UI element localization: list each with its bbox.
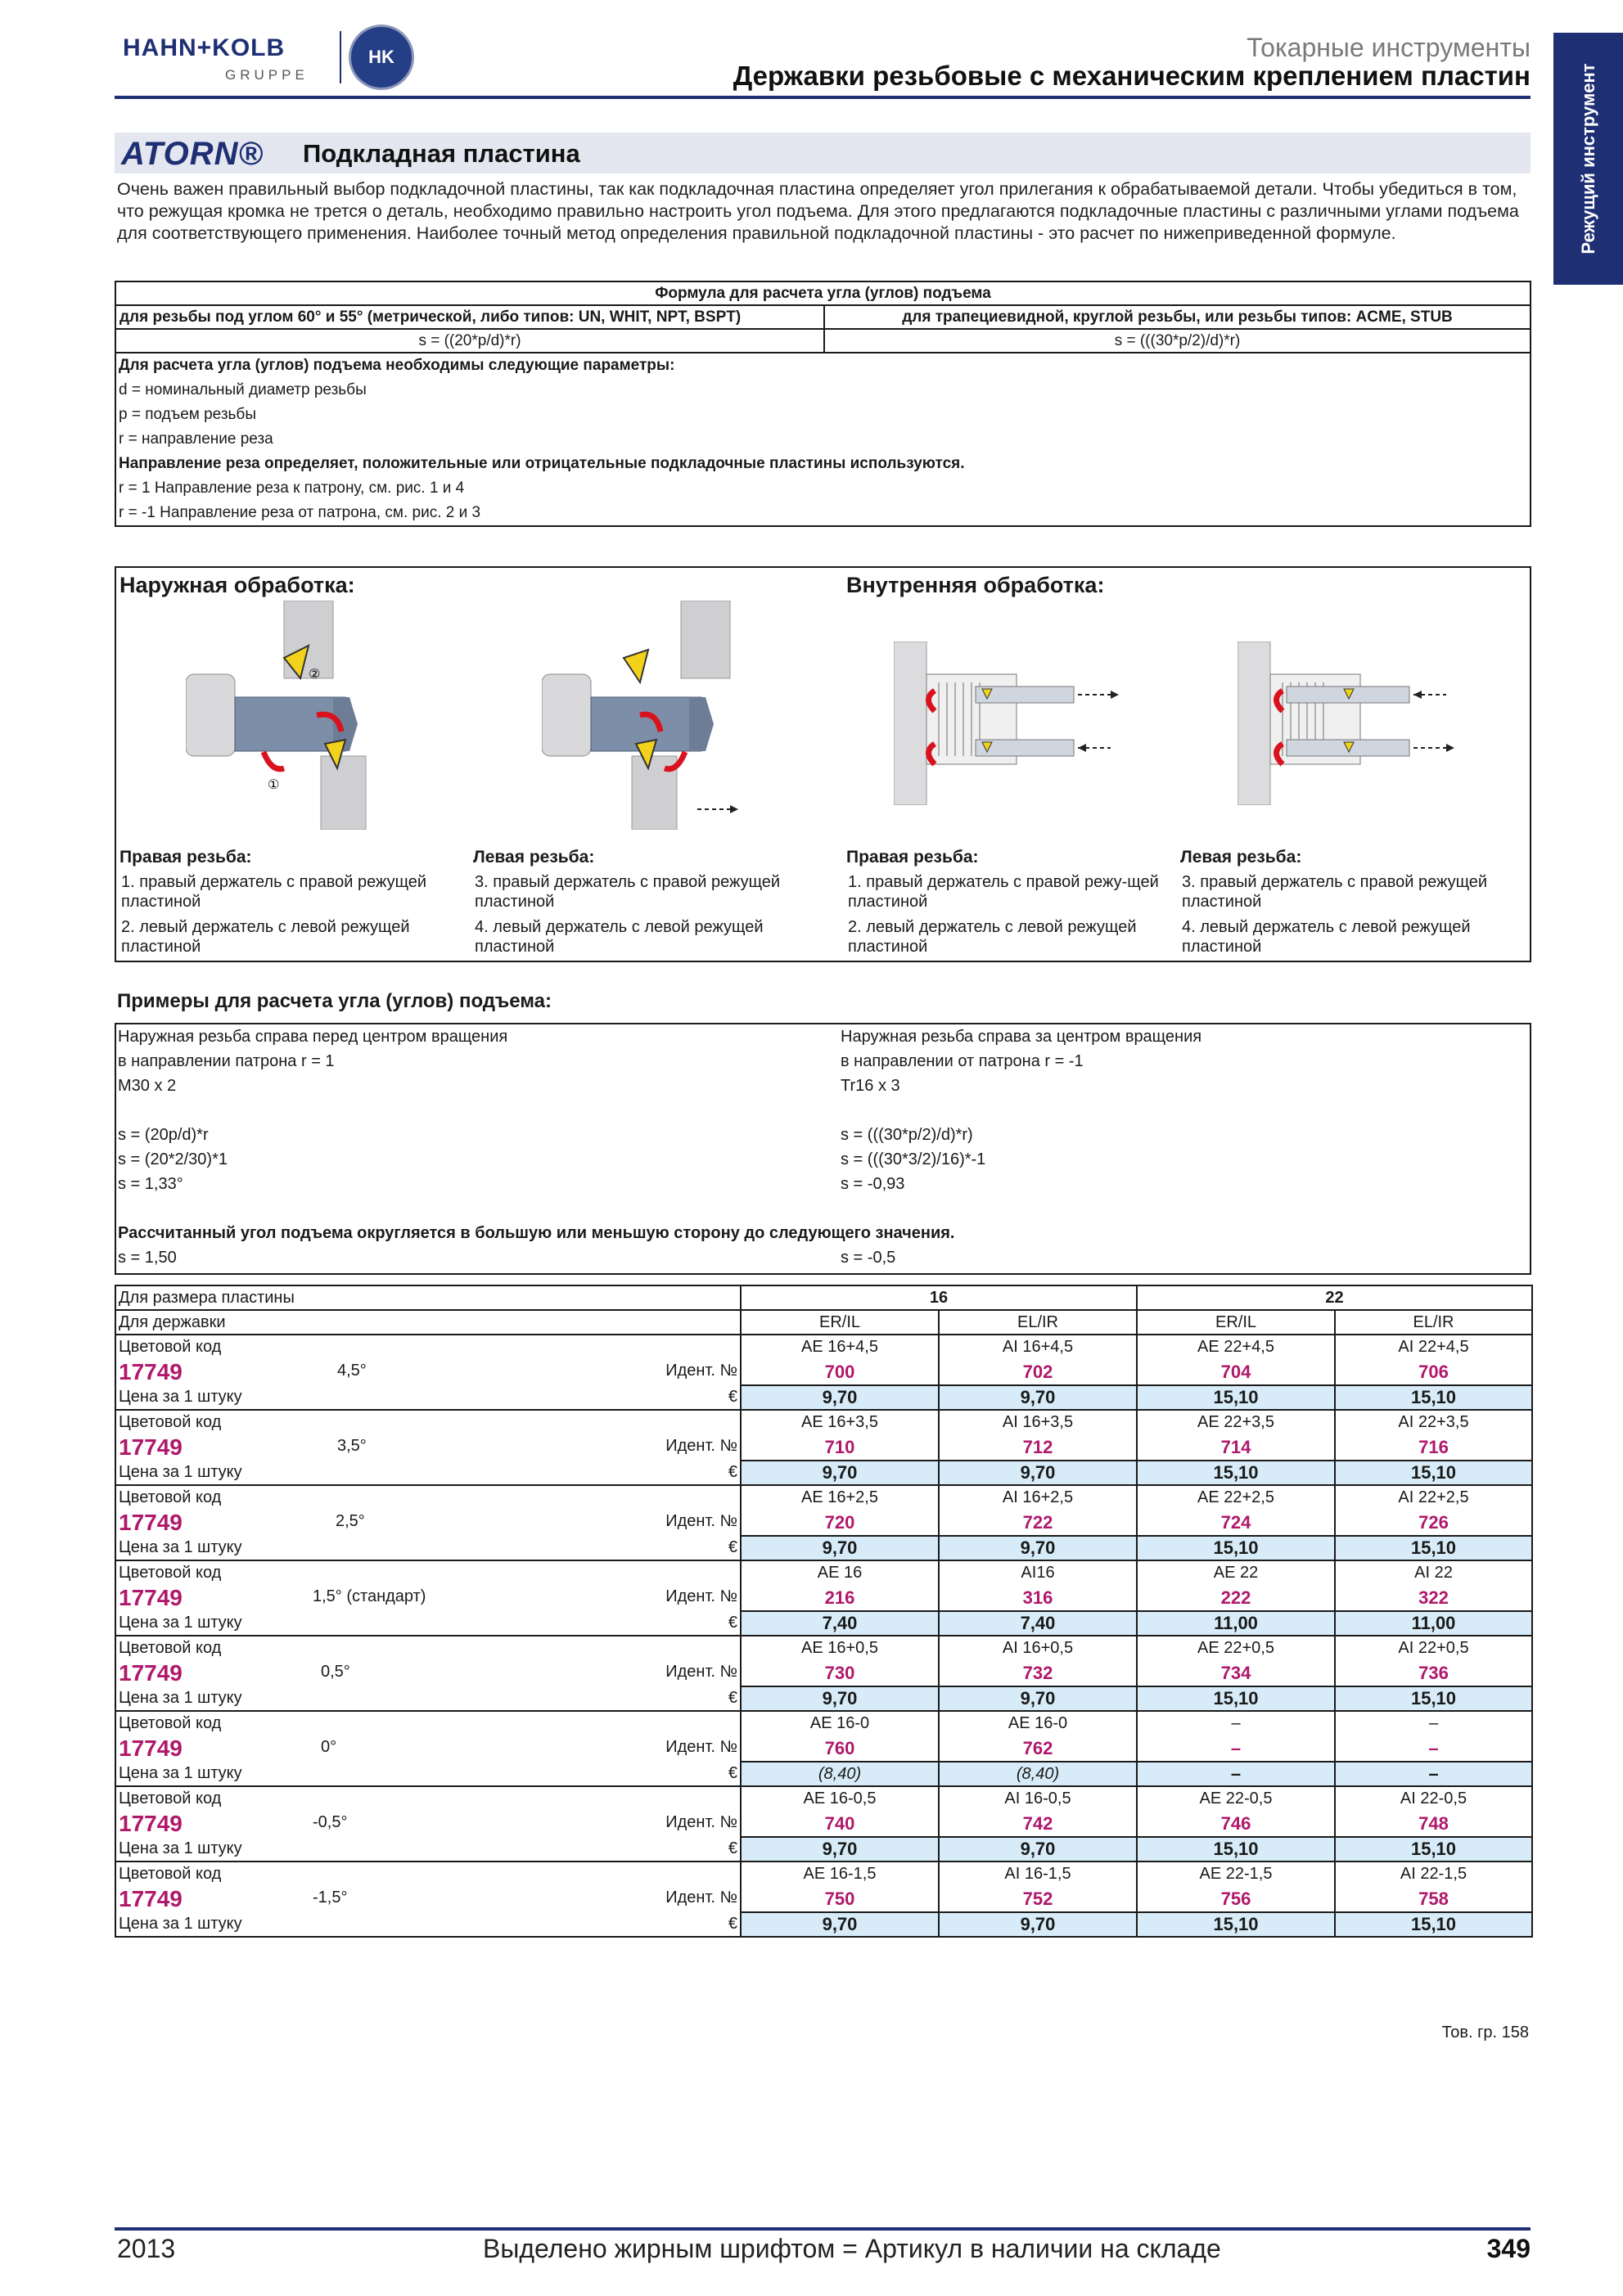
ident-label: Идент. № (665, 1813, 737, 1831)
lift-angle: 0,5° (321, 1663, 350, 1681)
currency-label: € (728, 1614, 737, 1632)
outer-heading: Наружная обработка: (119, 573, 355, 597)
color-code-label: Цветовой код (115, 1410, 741, 1434)
company-logo (123, 25, 417, 90)
product-table (115, 1285, 1533, 1938)
product-code-row (115, 1636, 1532, 1660)
insert-code: – (1335, 1711, 1532, 1736)
insert-code: AI 22+0,5 (1335, 1636, 1532, 1660)
section-title: Подкладная пластина (303, 139, 580, 168)
ident-number[interactable]: 702 (939, 1359, 1137, 1385)
footer-year: 2013 (117, 2234, 176, 2263)
unit-price: 15,10 (1335, 1461, 1532, 1485)
direction-title: Направление реза определяет, положительные или отрицательные подкладочные пластины используются. (119, 455, 965, 472)
logo-mark: HK (349, 25, 414, 90)
unit-price: (8,40) (939, 1762, 1137, 1786)
formula-col2-expr: s = (((30*p/2)/d)*r) (824, 329, 1531, 353)
unit-price: – (1137, 1762, 1335, 1786)
holder-header: EL/IR (939, 1310, 1137, 1335)
caption-1-item-2: 2. левый держатель с левой режущей пластиной (121, 918, 410, 956)
insert-code: AI 22+2,5 (1335, 1485, 1532, 1510)
ident-label: Идент. № (665, 1663, 737, 1681)
unit-price: (8,40) (741, 1762, 939, 1786)
article-number[interactable]: 17749 (119, 1660, 183, 1686)
insert-code: AE 16+0,5 (741, 1636, 939, 1660)
formula-block (115, 281, 1531, 527)
price-label: Цена за 1 штуку (119, 1463, 242, 1481)
product-code-row (115, 1410, 1532, 1434)
currency-label: € (728, 1764, 737, 1782)
example-left-2: в направлении патрона r = 1 (118, 1052, 335, 1070)
unit-price: 15,10 (1335, 1536, 1532, 1560)
product-price-row (115, 1461, 1532, 1485)
page-title: Державки резьбовые с механическим креплением пластин (733, 61, 1531, 91)
insert-code: AI 16+3,5 (939, 1410, 1137, 1434)
ident-number[interactable]: 742 (939, 1811, 1137, 1837)
lift-angle: 3,5° (337, 1437, 367, 1455)
insert-code: AI 22+3,5 (1335, 1410, 1532, 1434)
ident-number[interactable]: 736 (1335, 1660, 1532, 1686)
unit-price: 11,00 (1137, 1611, 1335, 1636)
ident-number[interactable]: 222 (1137, 1585, 1335, 1611)
caption-1-title: Правая резьба: (119, 848, 252, 867)
product-price-row (115, 1837, 1532, 1862)
caption-4-item-1: 3. правый держатель с правой режущей пластиной (1182, 873, 1488, 911)
unit-price: 15,10 (1335, 1912, 1532, 1937)
insert-code: AE 16+4,5 (741, 1335, 939, 1359)
ident-label: Идент. № (665, 1437, 737, 1455)
lift-angle: 2,5° (336, 1512, 365, 1530)
header-divider (115, 96, 1531, 99)
caption-2-item-2: 4. левый держатель с левой режущей пластиной (475, 918, 764, 956)
example-left-6: s = 1,33° (118, 1175, 183, 1193)
color-code-label: Цветовой код (115, 1335, 741, 1359)
caption-4-item-2: 4. левый держатель с левой режущей пластиной (1182, 918, 1471, 956)
example-right-5: s = (((30*3/2)/16)*-1 (841, 1150, 986, 1168)
insert-code: AE 22+2,5 (1137, 1485, 1335, 1510)
unit-price: 7,40 (939, 1611, 1137, 1636)
page-number: 349 (1486, 2234, 1531, 2263)
ident-number[interactable]: 760 (741, 1736, 939, 1762)
currency-label: € (728, 1463, 737, 1481)
inner-heading: Внутренняя обработка: (846, 573, 1105, 597)
ident-number[interactable]: 756 (1137, 1886, 1335, 1912)
insert-code: AE 22+3,5 (1137, 1410, 1335, 1434)
header-category: Токарные инструменты (1247, 33, 1531, 62)
formula-params (115, 353, 1531, 527)
insert-code: AI 16-0,5 (939, 1786, 1137, 1811)
ident-label: Идент. № (665, 1889, 737, 1907)
product-id-row (115, 1736, 1532, 1762)
holder-header: ER/IL (1137, 1310, 1335, 1335)
param-r: r = направление реза (119, 430, 273, 448)
side-tab-label: Режущий инструмент (1578, 63, 1598, 254)
rounding-note: Рассчитанный угол подъема округляется в большую или меньшую сторону до следующего значения. (118, 1224, 955, 1242)
ident-label: Идент. № (665, 1587, 737, 1605)
marker-2: ② (309, 666, 321, 682)
unit-price: 9,70 (939, 1536, 1137, 1560)
price-label: Цена за 1 штуку (119, 1538, 242, 1556)
unit-price: 15,10 (1137, 1686, 1335, 1711)
article-number[interactable]: 17749 (119, 1434, 183, 1460)
unit-price: 15,10 (1335, 1837, 1532, 1862)
caption-4-title: Левая резьба: (1180, 848, 1302, 867)
caption-3-item-2: 2. левый держатель с левой режущей пластиной (848, 918, 1137, 956)
unit-price: 15,10 (1137, 1837, 1335, 1862)
ident-number[interactable]: 726 (1335, 1510, 1532, 1536)
product-id-row (115, 1585, 1532, 1611)
product-code-row (115, 1335, 1532, 1359)
examples-box (115, 1023, 1531, 1275)
figures-box (115, 566, 1531, 962)
product-price-row (115, 1611, 1532, 1636)
product-id-row (115, 1811, 1532, 1837)
insert-code: AE 22+0,5 (1137, 1636, 1335, 1660)
param-d: d = номинальный диаметр резьбы (119, 381, 367, 398)
ident-number[interactable]: 734 (1137, 1660, 1335, 1686)
color-code-label: Цветовой код (115, 1862, 741, 1886)
size-label: Для размера пластины (115, 1285, 741, 1310)
insert-code: AI 22-0,5 (1335, 1786, 1532, 1811)
article-number[interactable]: 17749 (119, 1585, 183, 1610)
currency-label: € (728, 1915, 737, 1933)
unit-price: 9,70 (741, 1912, 939, 1937)
product-price-row (115, 1536, 1532, 1560)
example-right-6: s = -0,93 (841, 1175, 905, 1193)
section-banner (115, 133, 1531, 173)
ident-label: Идент. № (665, 1362, 737, 1380)
color-code-label: Цветовой код (115, 1560, 741, 1585)
article-number[interactable]: 17749 (119, 1736, 183, 1761)
ident-number[interactable]: 322 (1335, 1585, 1532, 1611)
formula-col1-head: для резьбы под углом 60° и 55° (метрической, либо типов: UN, WHIT, NPT, BSPT) (115, 305, 824, 329)
ident-number[interactable]: 716 (1335, 1434, 1532, 1461)
unit-price: 9,70 (939, 1912, 1137, 1937)
caption-1-item-1: 1. правый держатель с правой режущей пластиной (121, 873, 427, 911)
price-label: Цена за 1 штуку (119, 1764, 242, 1782)
lift-angle: 4,5° (337, 1362, 367, 1380)
article-number[interactable]: 17749 (119, 1886, 183, 1911)
product-code-row (115, 1862, 1532, 1886)
unit-price: 15,10 (1137, 1536, 1335, 1560)
logo-divider (340, 31, 341, 83)
product-price-row (115, 1762, 1532, 1786)
article-number[interactable]: 17749 (119, 1811, 183, 1836)
unit-price: 9,70 (939, 1837, 1137, 1862)
ident-number[interactable]: 722 (939, 1510, 1137, 1536)
size-22: 22 (1137, 1285, 1532, 1310)
ident-number[interactable]: 704 (1137, 1359, 1335, 1385)
insert-code: AE 16-0,5 (741, 1786, 939, 1811)
figure-outer-left (542, 601, 755, 830)
unit-price: 11,00 (1335, 1611, 1532, 1636)
insert-code: AI 22 (1335, 1560, 1532, 1585)
unit-price: 9,70 (741, 1385, 939, 1410)
ident-label: Идент. № (665, 1512, 737, 1530)
ident-number[interactable]: 710 (741, 1434, 939, 1461)
insert-code: – (1137, 1711, 1335, 1736)
currency-label: € (728, 1538, 737, 1556)
lift-angle: -0,5° (313, 1813, 348, 1831)
color-code-label: Цветовой код (115, 1636, 741, 1660)
price-label: Цена за 1 штуку (119, 1689, 242, 1707)
insert-code: AI 22+4,5 (1335, 1335, 1532, 1359)
unit-price: 15,10 (1137, 1912, 1335, 1937)
figure-outer-right (186, 601, 399, 830)
ident-number[interactable]: – (1335, 1736, 1532, 1762)
unit-price: 15,10 (1335, 1686, 1532, 1711)
example-left-1: Наружная резьба справа перед центром вращения (118, 1028, 508, 1046)
example-left-5: s = (20*2/30)*1 (118, 1150, 228, 1168)
formula-col2-head: для трапециевидной, круглой резьбы, или резьбы типов: ACME, STUB (824, 305, 1531, 329)
ident-number[interactable]: 732 (939, 1660, 1137, 1686)
unit-price: 9,70 (939, 1461, 1137, 1485)
holder-label: Для державки (115, 1310, 741, 1335)
product-price-row (115, 1686, 1532, 1711)
intro-paragraph: Очень важен правильный выбор подкладочной пластины, так как подкладочная пластина определяет угол прилегания к обрабатываемой детали. Чтобы убедиться в том, что режущая кромка не трется о деталь, необходимо правильно настроить угол подъема. Для этого предлагаются подкладочные пластины с различными углами подъема для соответствующего применения. Наиболее точный метод определения правильной подкладочной пластины - это расчет по нижеприведенной формуле. (117, 179, 1519, 243)
ident-number[interactable]: – (1137, 1736, 1335, 1762)
ident-number[interactable]: 762 (939, 1736, 1137, 1762)
color-code-label: Цветовой код (115, 1786, 741, 1811)
example-right-3: Tr16 x 3 (841, 1077, 900, 1095)
figure-inner-right (894, 642, 1139, 805)
unit-price: 15,10 (1137, 1461, 1335, 1485)
result-right: s = -0,5 (841, 1249, 896, 1267)
product-id-row (115, 1510, 1532, 1536)
holder-header: ER/IL (741, 1310, 939, 1335)
caption-2-title: Левая резьба: (473, 848, 595, 867)
unit-price: 15,10 (1137, 1385, 1335, 1410)
unit-price: 15,10 (1335, 1385, 1532, 1410)
insert-code: AE 16+2,5 (741, 1485, 939, 1510)
formula-table (115, 281, 1531, 353)
ident-number[interactable]: 316 (939, 1585, 1137, 1611)
product-group: Тов. гр. 158 (1441, 2024, 1529, 2042)
result-left: s = 1,50 (118, 1249, 177, 1267)
formula-col1-expr: s = ((20*p/d)*r) (115, 329, 824, 353)
unit-price: 9,70 (741, 1837, 939, 1862)
insert-code: AI 16+0,5 (939, 1636, 1137, 1660)
marker-1: ① (268, 777, 280, 792)
example-right-4: s = (((30*p/2)/d)*r) (841, 1126, 973, 1144)
unit-price: 7,40 (741, 1611, 939, 1636)
size-16: 16 (741, 1285, 1137, 1310)
unit-price: 9,70 (741, 1536, 939, 1560)
ident-number[interactable]: 714 (1137, 1434, 1335, 1461)
insert-code: AE 22-1,5 (1137, 1862, 1335, 1886)
caption-3-item-1: 1. правый держатель с правой режу-щей пластиной (848, 873, 1159, 911)
example-right-2: в направлении от патрона r = -1 (841, 1052, 1084, 1070)
logo-text: HAHN+KOLB (123, 34, 286, 61)
ident-number[interactable]: 740 (741, 1811, 939, 1837)
article-number[interactable]: 17749 (119, 1510, 183, 1535)
currency-label: € (728, 1388, 737, 1406)
ident-number[interactable]: 720 (741, 1510, 939, 1536)
ident-number[interactable]: 216 (741, 1585, 939, 1611)
insert-code: AE 16+3,5 (741, 1410, 939, 1434)
color-code-label: Цветовой код (115, 1711, 741, 1736)
logo-subtext: GRUPPE (225, 67, 309, 83)
product-price-row (115, 1912, 1532, 1937)
param-p: p = подъем резьбы (119, 406, 256, 423)
figure-inner-left (1238, 642, 1483, 805)
product-id-row (115, 1434, 1532, 1461)
insert-code: AE 16-1,5 (741, 1862, 939, 1886)
product-code-row (115, 1711, 1532, 1736)
holder-header: EL/IR (1335, 1310, 1532, 1335)
params-title: Для расчета угла (углов) подъема необходимы следующие параметры: (119, 357, 675, 374)
ident-number[interactable]: 724 (1137, 1510, 1335, 1536)
example-right-1: Наружная резьба справа за центром вращения (841, 1028, 1202, 1046)
price-label: Цена за 1 штуку (119, 1915, 242, 1933)
unit-price: 9,70 (741, 1461, 939, 1485)
insert-code: AE 22 (1137, 1560, 1335, 1585)
price-label: Цена за 1 штуку (119, 1839, 242, 1857)
footer-divider (115, 2227, 1531, 2231)
ident-number[interactable]: 748 (1335, 1811, 1532, 1837)
unit-price: 9,70 (939, 1385, 1137, 1410)
unit-price: 9,70 (939, 1686, 1137, 1711)
price-label: Цена за 1 штуку (119, 1388, 242, 1406)
insert-code: AI16 (939, 1560, 1137, 1585)
lift-angle: -1,5° (313, 1889, 348, 1907)
unit-price: – (1335, 1762, 1532, 1786)
insert-code: AI 16+4,5 (939, 1335, 1137, 1359)
article-number[interactable]: 17749 (119, 1359, 183, 1384)
ident-number[interactable]: 746 (1137, 1811, 1335, 1837)
ident-number[interactable]: 730 (741, 1660, 939, 1686)
insert-code: AI 16+2,5 (939, 1485, 1137, 1510)
insert-code: AE 16-0 (939, 1711, 1137, 1736)
insert-code: AE 16-0 (741, 1711, 939, 1736)
footer-note: Выделено жирным шрифтом = Артикул в наличии на складе (483, 2234, 1221, 2263)
formula-title: Формула для расчета угла (углов) подъема (115, 281, 1531, 305)
ident-number[interactable]: 750 (741, 1886, 939, 1912)
insert-code: AE 22+4,5 (1137, 1335, 1335, 1359)
ident-number[interactable]: 752 (939, 1886, 1137, 1912)
insert-code: AI 22-1,5 (1335, 1862, 1532, 1886)
ident-label: Идент. № (665, 1738, 737, 1756)
side-tab[interactable] (1553, 33, 1623, 285)
color-code-label: Цветовой код (115, 1485, 741, 1510)
insert-code: AE 22-0,5 (1137, 1786, 1335, 1811)
product-price-row (115, 1385, 1532, 1410)
product-id-row (115, 1359, 1532, 1385)
product-id-row (115, 1660, 1532, 1686)
ident-number[interactable]: 700 (741, 1359, 939, 1385)
direction-2: r = -1 Направление реза от патрона, см. рис. 2 и 3 (119, 504, 481, 521)
ident-number[interactable]: 758 (1335, 1886, 1532, 1912)
product-id-row (115, 1886, 1532, 1912)
currency-label: € (728, 1839, 737, 1857)
insert-code: AI 16-1,5 (939, 1862, 1137, 1886)
lift-angle: 0° (321, 1738, 337, 1756)
examples-title: Примеры для расчета угла (углов) подъема: (117, 990, 552, 1012)
unit-price: 9,70 (741, 1686, 939, 1711)
product-table-wrap (115, 1285, 1531, 1938)
insert-code: AE 16 (741, 1560, 939, 1585)
holder-row (115, 1310, 1532, 1335)
example-left-4: s = (20p/d)*r (118, 1126, 209, 1144)
caption-2-item-1: 3. правый держатель с правой режущей пластиной (475, 873, 781, 911)
ident-number[interactable]: 706 (1335, 1359, 1532, 1385)
currency-label: € (728, 1689, 737, 1707)
lift-angle: 1,5° (стандарт) (313, 1587, 426, 1605)
product-code-row (115, 1560, 1532, 1585)
caption-3-title: Правая резьба: (846, 848, 979, 867)
product-code-row (115, 1485, 1532, 1510)
size-row (115, 1285, 1532, 1310)
example-left-3: M30 x 2 (118, 1077, 177, 1095)
brand-logo: ATORN® (121, 136, 264, 172)
price-label: Цена за 1 штуку (119, 1614, 242, 1632)
product-code-row (115, 1786, 1532, 1811)
direction-1: r = 1 Направление реза к патрону, см. рис. 1 и 4 (119, 479, 465, 497)
ident-number[interactable]: 712 (939, 1434, 1137, 1461)
